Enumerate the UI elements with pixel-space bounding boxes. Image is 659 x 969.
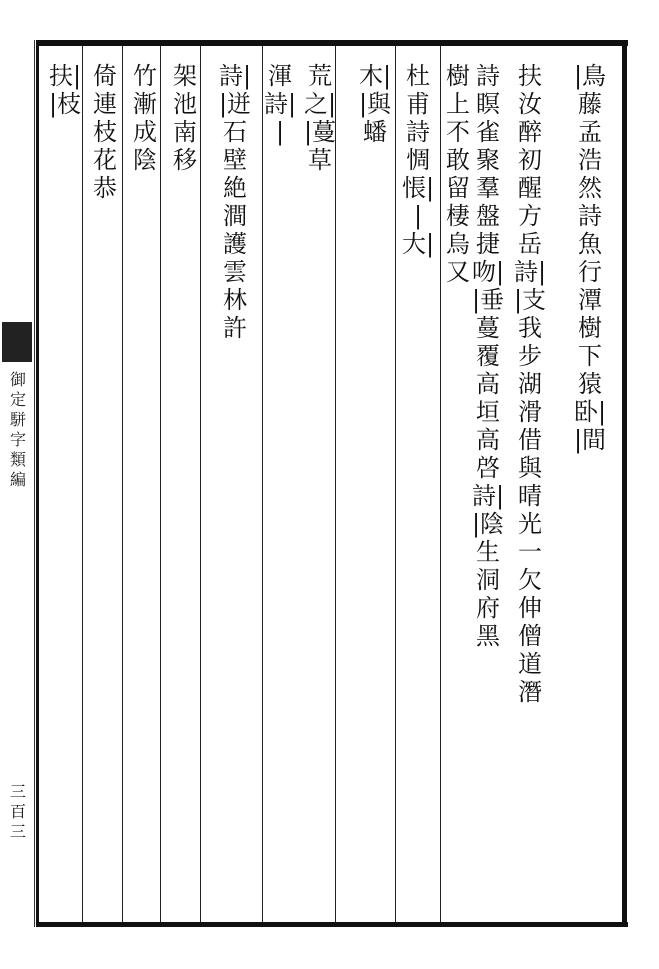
text-column: 渾詩|| [263, 62, 297, 146]
page-number: 三百三 [9, 782, 26, 841]
text-column: 杜甫詩惆悵||大| [401, 62, 435, 258]
text-column: 荒之||蔓草 [303, 62, 337, 174]
text-column: 詩||迸石壁絶澗護雲林許 [218, 62, 252, 342]
column-rule [395, 46, 396, 922]
frame-left-border [36, 40, 39, 927]
page-gutter [0, 40, 35, 927]
text-column: 竹漸成陰 [133, 62, 157, 174]
frame-top-border [36, 40, 628, 46]
gutter-fishtail-mark [2, 322, 32, 362]
book-title: 御定駢字類編 [9, 370, 26, 489]
text-column: 木||與蟠 [358, 62, 392, 146]
text-column: 倚連枝花恭 [93, 62, 117, 202]
text-column: 樹上不敢留棲烏又 [446, 62, 470, 286]
text-column: 詩瞑雀聚羣盤捷吻||垂蔓覆高垣高啓詩||陰生洞府黑 [471, 62, 505, 650]
text-column: 扶汝醉初醒方岳詩||支我步湖滑借與晴光一欠伸僧道潛 [513, 62, 547, 706]
text-column: |鳥藤孟浩然詩魚行潭樹下猿卧||間 [573, 62, 607, 454]
text-column: 架池南移 [173, 62, 197, 174]
frame-bottom-border [36, 922, 628, 927]
text-column: 扶||枝 [48, 62, 82, 118]
frame-right-border [622, 40, 627, 927]
